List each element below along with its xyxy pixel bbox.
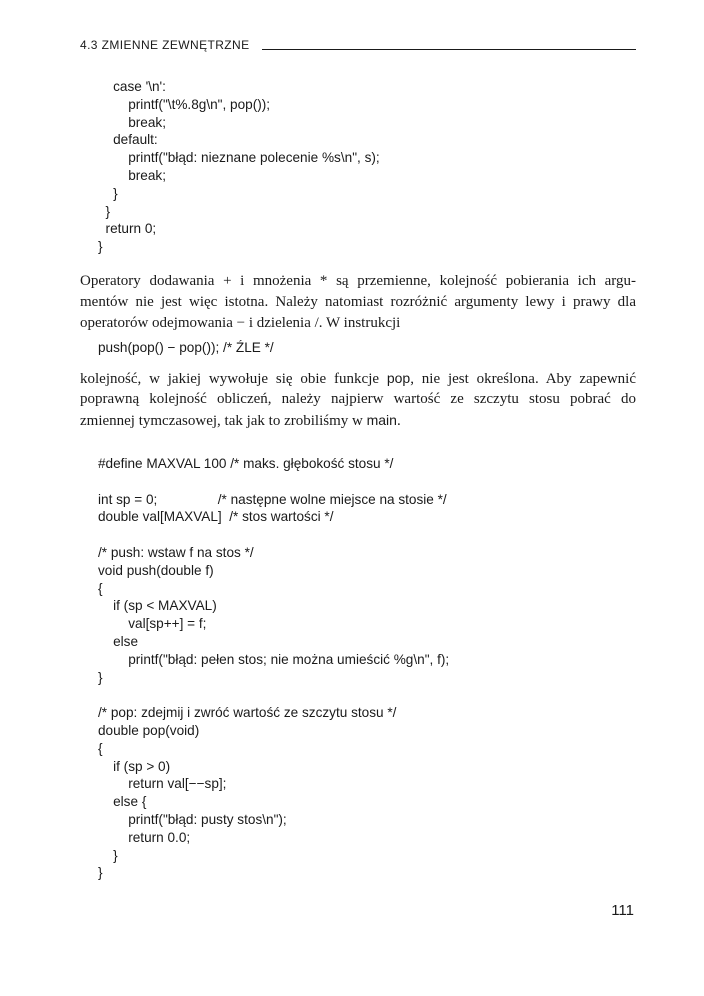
code-line: return 0.0; — [98, 829, 191, 845]
code-line: if (sp > 0) — [98, 758, 171, 774]
code-line: if (sp < MAXVAL) — [98, 598, 217, 614]
paragraph-line — [80, 410, 636, 431]
code-line: } — [98, 203, 111, 219]
code-block-stack — [98, 455, 449, 882]
code-line — [98, 473, 449, 491]
code-line: { — [98, 740, 103, 756]
code-line: } — [98, 185, 118, 201]
code-line: /* push: wstaw f na stos */ — [98, 544, 254, 560]
code-line — [98, 526, 449, 544]
code-line: { — [98, 580, 103, 596]
code-line: return val[−−sp]; — [98, 776, 227, 792]
code-line: printf("błąd: pusty stos\n"); — [98, 811, 287, 827]
paragraph-line: poprawną kolejność obliczeń, należy najpierw wartość ze szczytu stosu pobrać do — [80, 391, 636, 407]
code-line: double val[MAXVAL] /* stos wartości */ — [98, 509, 334, 525]
code-line: } — [98, 239, 103, 255]
code-line: double pop(void) — [98, 722, 200, 738]
code-line: case '\n': — [98, 79, 166, 94]
page-number: 111 — [611, 902, 634, 919]
code-line: break; — [98, 167, 166, 183]
paragraph-operators — [80, 271, 636, 334]
text-run: zmiennej tymczasowej, tak jak to zrobiliśmy w — [80, 413, 367, 429]
inline-code-main: main — [366, 412, 397, 428]
code-line: return 0; — [98, 221, 157, 237]
code-line: } — [98, 865, 103, 881]
code-line: printf("błąd: pełen stos; nie można umieścić %g\n", f); — [98, 651, 450, 667]
code-line: /* pop: zdejmij i zwróć wartość ze szczytu stosu */ — [98, 705, 397, 721]
code-line: #define MAXVAL 100 /* maks. głębokość stosu */ — [98, 456, 394, 471]
paragraph-line: Operatory dodawania + i mnożenia * są przemienne, kolejność pobierania ich argu- — [80, 273, 636, 289]
code-line: } — [98, 847, 118, 863]
code-line: else — [98, 633, 139, 649]
text-run: , nie jest określona. Aby zapewnić — [410, 371, 636, 387]
code-line: break; — [98, 114, 166, 130]
code-block-top — [98, 78, 380, 256]
paragraph-line: operatorów odejmowania − i dzielenia /. W instrukcji — [80, 315, 401, 331]
text-run: kolejność, w jakiej wywołuje się obie funkcje — [80, 371, 387, 387]
running-header — [80, 38, 636, 54]
code-line: else { — [98, 794, 147, 810]
code-line: } — [98, 669, 103, 685]
paragraph-line — [80, 368, 636, 389]
code-line: printf("\t%.8g\n", pop()); — [98, 96, 271, 112]
header-rule — [262, 49, 636, 50]
inline-code-pop: pop — [386, 370, 411, 386]
code-line — [98, 686, 449, 704]
code-line: printf("błąd: nieznane polecenie %s\n", s); — [98, 150, 380, 166]
code-line: default: — [98, 132, 158, 148]
paragraph-line: mentów nie jest więc istotna. Należy natomiast rozróżnić argumenty lewy i prawy dla — [80, 294, 636, 310]
paragraph-pop-order — [80, 368, 636, 431]
section-title: 4.3 ZMIENNE ZEWNĘTRZNE — [80, 38, 250, 52]
code-line: val[sp++] = f; — [98, 616, 207, 632]
code-line: void push(double f) — [98, 562, 214, 578]
text-run: . — [396, 413, 401, 429]
code-line: int sp = 0; /* następne wolne miejsce na stosie */ — [98, 491, 447, 507]
inline-code-example: push(pop() − pop()); /* ŹLE */ — [98, 340, 274, 355]
